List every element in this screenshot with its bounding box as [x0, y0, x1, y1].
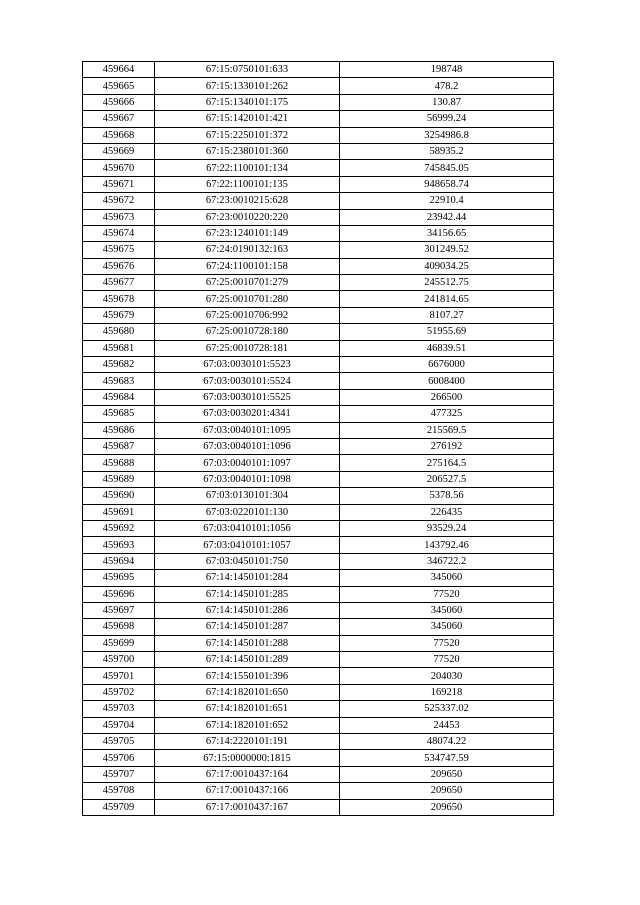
row-number-cell: 459696 [83, 586, 155, 602]
value-cell: 345060 [340, 602, 554, 618]
table-row [83, 717, 554, 733]
data-table [82, 61, 554, 816]
table-row [83, 619, 554, 635]
cadastral-number-cell: 67:14:1550101:396 [155, 668, 340, 684]
table-row [83, 176, 554, 192]
row-number-cell: 459683 [83, 373, 155, 389]
row-number-cell: 459678 [83, 291, 155, 307]
row-number-cell: 459693 [83, 537, 155, 553]
row-number-cell: 459671 [83, 176, 155, 192]
cadastral-number-cell: 67:23:0010220:220 [155, 209, 340, 225]
table-row [83, 111, 554, 127]
row-number-cell: 459698 [83, 619, 155, 635]
row-number-cell: 459701 [83, 668, 155, 684]
table-row [83, 242, 554, 258]
cadastral-number-cell: 67:25:0010728:181 [155, 340, 340, 356]
row-number-cell: 459684 [83, 389, 155, 405]
cadastral-number-cell: 67:03:0030101:5523 [155, 357, 340, 373]
cadastral-number-cell: 67:22:1100101:134 [155, 160, 340, 176]
table-row [83, 471, 554, 487]
table-row [83, 602, 554, 618]
value-cell: 534747.59 [340, 750, 554, 766]
table-row [83, 570, 554, 586]
table-row [83, 635, 554, 651]
value-cell: 226435 [340, 504, 554, 520]
value-cell: 58935.2 [340, 143, 554, 159]
row-number-cell: 459681 [83, 340, 155, 356]
value-cell: 206527.5 [340, 471, 554, 487]
table-body [83, 62, 554, 816]
row-number-cell: 459692 [83, 520, 155, 536]
row-number-cell: 459707 [83, 766, 155, 782]
table-row [83, 373, 554, 389]
value-cell: 143792.46 [340, 537, 554, 553]
row-number-cell: 459676 [83, 258, 155, 274]
row-number-cell: 459691 [83, 504, 155, 520]
cadastral-number-cell: 67:14:1820101:651 [155, 701, 340, 717]
row-number-cell: 459708 [83, 783, 155, 799]
row-number-cell: 459689 [83, 471, 155, 487]
value-cell: 209650 [340, 799, 554, 815]
cadastral-number-cell: 67:03:0040101:1097 [155, 455, 340, 471]
value-cell: 93529.24 [340, 520, 554, 536]
value-cell: 198748 [340, 62, 554, 78]
value-cell: 24453 [340, 717, 554, 733]
value-cell: 266500 [340, 389, 554, 405]
cadastral-number-cell: 67:14:1450101:288 [155, 635, 340, 651]
document-page [82, 61, 553, 816]
row-number-cell: 459699 [83, 635, 155, 651]
value-cell: 6008400 [340, 373, 554, 389]
row-number-cell: 459665 [83, 78, 155, 94]
cadastral-number-cell: 67:15:2380101:360 [155, 143, 340, 159]
value-cell: 241814.65 [340, 291, 554, 307]
value-cell: 23942.44 [340, 209, 554, 225]
table-row [83, 258, 554, 274]
value-cell: 3254986.8 [340, 127, 554, 143]
row-number-cell: 459686 [83, 422, 155, 438]
cadastral-number-cell: 67:25:0010706:992 [155, 307, 340, 323]
value-cell: 745845.05 [340, 160, 554, 176]
cadastral-number-cell: 67:14:1450101:285 [155, 586, 340, 602]
row-number-cell: 459668 [83, 127, 155, 143]
table-row [83, 799, 554, 815]
cadastral-number-cell: 67:14:1450101:289 [155, 652, 340, 668]
row-number-cell: 459680 [83, 324, 155, 340]
cadastral-number-cell: 67:25:0010728:180 [155, 324, 340, 340]
table-row [83, 209, 554, 225]
value-cell: 525337.02 [340, 701, 554, 717]
table-row [83, 520, 554, 536]
table-row [83, 193, 554, 209]
row-number-cell: 459705 [83, 734, 155, 750]
table-row [83, 225, 554, 241]
cadastral-number-cell: 67:25:0010701:280 [155, 291, 340, 307]
row-number-cell: 459697 [83, 602, 155, 618]
value-cell: 245512.75 [340, 275, 554, 291]
table-row [83, 324, 554, 340]
cadastral-number-cell: 67:14:2220101:191 [155, 734, 340, 750]
cadastral-number-cell: 67:15:1330101:262 [155, 78, 340, 94]
cadastral-number-cell: 67:03:0220101:130 [155, 504, 340, 520]
value-cell: 77520 [340, 586, 554, 602]
value-cell: 478.2 [340, 78, 554, 94]
cadastral-number-cell: 67:23:1240101:149 [155, 225, 340, 241]
value-cell: 276192 [340, 438, 554, 454]
value-cell: 51955.69 [340, 324, 554, 340]
row-number-cell: 459706 [83, 750, 155, 766]
row-number-cell: 459666 [83, 94, 155, 110]
cadastral-number-cell: 67:03:0410101:1057 [155, 537, 340, 553]
table-row [83, 389, 554, 405]
cadastral-number-cell: 67:03:0450101:750 [155, 553, 340, 569]
row-number-cell: 459674 [83, 225, 155, 241]
cadastral-number-cell: 67:24:1100101:158 [155, 258, 340, 274]
value-cell: 77520 [340, 635, 554, 651]
table-row [83, 127, 554, 143]
table-row [83, 537, 554, 553]
cadastral-number-cell: 67:15:0750101:633 [155, 62, 340, 78]
row-number-cell: 459704 [83, 717, 155, 733]
value-cell: 948658.74 [340, 176, 554, 192]
row-number-cell: 459702 [83, 684, 155, 700]
table-row [83, 701, 554, 717]
value-cell: 46839.51 [340, 340, 554, 356]
row-number-cell: 459695 [83, 570, 155, 586]
cadastral-number-cell: 67:03:0030201:4341 [155, 406, 340, 422]
table-row [83, 291, 554, 307]
row-number-cell: 459690 [83, 488, 155, 504]
cadastral-number-cell: 67:03:0040101:1095 [155, 422, 340, 438]
table-row [83, 78, 554, 94]
cadastral-number-cell: 67:03:0030101:5525 [155, 389, 340, 405]
value-cell: 8107.27 [340, 307, 554, 323]
value-cell: 345060 [340, 570, 554, 586]
table-row [83, 455, 554, 471]
row-number-cell: 459685 [83, 406, 155, 422]
value-cell: 169218 [340, 684, 554, 700]
cadastral-number-cell: 67:14:1450101:284 [155, 570, 340, 586]
cadastral-number-cell: 67:03:0040101:1096 [155, 438, 340, 454]
value-cell: 409034.25 [340, 258, 554, 274]
cadastral-number-cell: 67:24:0190132:163 [155, 242, 340, 258]
table-row [83, 488, 554, 504]
row-number-cell: 459669 [83, 143, 155, 159]
value-cell: 56999.24 [340, 111, 554, 127]
cadastral-number-cell: 67:14:1820101:650 [155, 684, 340, 700]
row-number-cell: 459675 [83, 242, 155, 258]
value-cell: 345060 [340, 619, 554, 635]
table-row [83, 143, 554, 159]
cadastral-number-cell: 67:03:0040101:1098 [155, 471, 340, 487]
cadastral-number-cell: 67:15:2250101:372 [155, 127, 340, 143]
value-cell: 77520 [340, 652, 554, 668]
cadastral-number-cell: 67:03:0130101:304 [155, 488, 340, 504]
row-number-cell: 459694 [83, 553, 155, 569]
row-number-cell: 459667 [83, 111, 155, 127]
row-number-cell: 459679 [83, 307, 155, 323]
value-cell: 22910.4 [340, 193, 554, 209]
value-cell: 6676000 [340, 357, 554, 373]
row-number-cell: 459688 [83, 455, 155, 471]
table-row [83, 340, 554, 356]
value-cell: 275164.5 [340, 455, 554, 471]
cadastral-number-cell: 67:15:1420101:421 [155, 111, 340, 127]
table-row [83, 553, 554, 569]
table-row [83, 766, 554, 782]
row-number-cell: 459709 [83, 799, 155, 815]
table-row [83, 357, 554, 373]
row-number-cell: 459673 [83, 209, 155, 225]
value-cell: 130.87 [340, 94, 554, 110]
table-row [83, 160, 554, 176]
value-cell: 48074.22 [340, 734, 554, 750]
table-row [83, 438, 554, 454]
cadastral-number-cell: 67:15:1340101:175 [155, 94, 340, 110]
value-cell: 204030 [340, 668, 554, 684]
row-number-cell: 459672 [83, 193, 155, 209]
cadastral-number-cell: 67:17:0010437:164 [155, 766, 340, 782]
row-number-cell: 459687 [83, 438, 155, 454]
table-row [83, 668, 554, 684]
cadastral-number-cell: 67:03:0410101:1056 [155, 520, 340, 536]
table-row [83, 307, 554, 323]
table-row [83, 734, 554, 750]
value-cell: 209650 [340, 783, 554, 799]
cadastral-number-cell: 67:17:0010437:166 [155, 783, 340, 799]
table-row [83, 94, 554, 110]
value-cell: 34156.65 [340, 225, 554, 241]
cadastral-number-cell: 67:14:1450101:287 [155, 619, 340, 635]
value-cell: 5378.56 [340, 488, 554, 504]
cadastral-number-cell: 67:14:1450101:286 [155, 602, 340, 618]
row-number-cell: 459670 [83, 160, 155, 176]
table-row [83, 652, 554, 668]
cadastral-number-cell: 67:22:1100101:135 [155, 176, 340, 192]
table-row [83, 406, 554, 422]
cadastral-number-cell: 67:14:1820101:652 [155, 717, 340, 733]
table-row [83, 275, 554, 291]
cadastral-number-cell: 67:23:0010215:628 [155, 193, 340, 209]
cadastral-number-cell: 67:25:0010701:279 [155, 275, 340, 291]
value-cell: 215569.5 [340, 422, 554, 438]
cadastral-number-cell: 67:03:0030101:5524 [155, 373, 340, 389]
row-number-cell: 459703 [83, 701, 155, 717]
table-row [83, 783, 554, 799]
value-cell: 477325 [340, 406, 554, 422]
row-number-cell: 459664 [83, 62, 155, 78]
value-cell: 301249.52 [340, 242, 554, 258]
row-number-cell: 459682 [83, 357, 155, 373]
table-row [83, 586, 554, 602]
value-cell: 209650 [340, 766, 554, 782]
table-row [83, 684, 554, 700]
cadastral-number-cell: 67:17:0010437:167 [155, 799, 340, 815]
cadastral-number-cell: 67:15:0000000:1815 [155, 750, 340, 766]
value-cell: 346722.2 [340, 553, 554, 569]
table-row [83, 750, 554, 766]
row-number-cell: 459677 [83, 275, 155, 291]
table-row [83, 62, 554, 78]
row-number-cell: 459700 [83, 652, 155, 668]
table-row [83, 504, 554, 520]
table-row [83, 422, 554, 438]
